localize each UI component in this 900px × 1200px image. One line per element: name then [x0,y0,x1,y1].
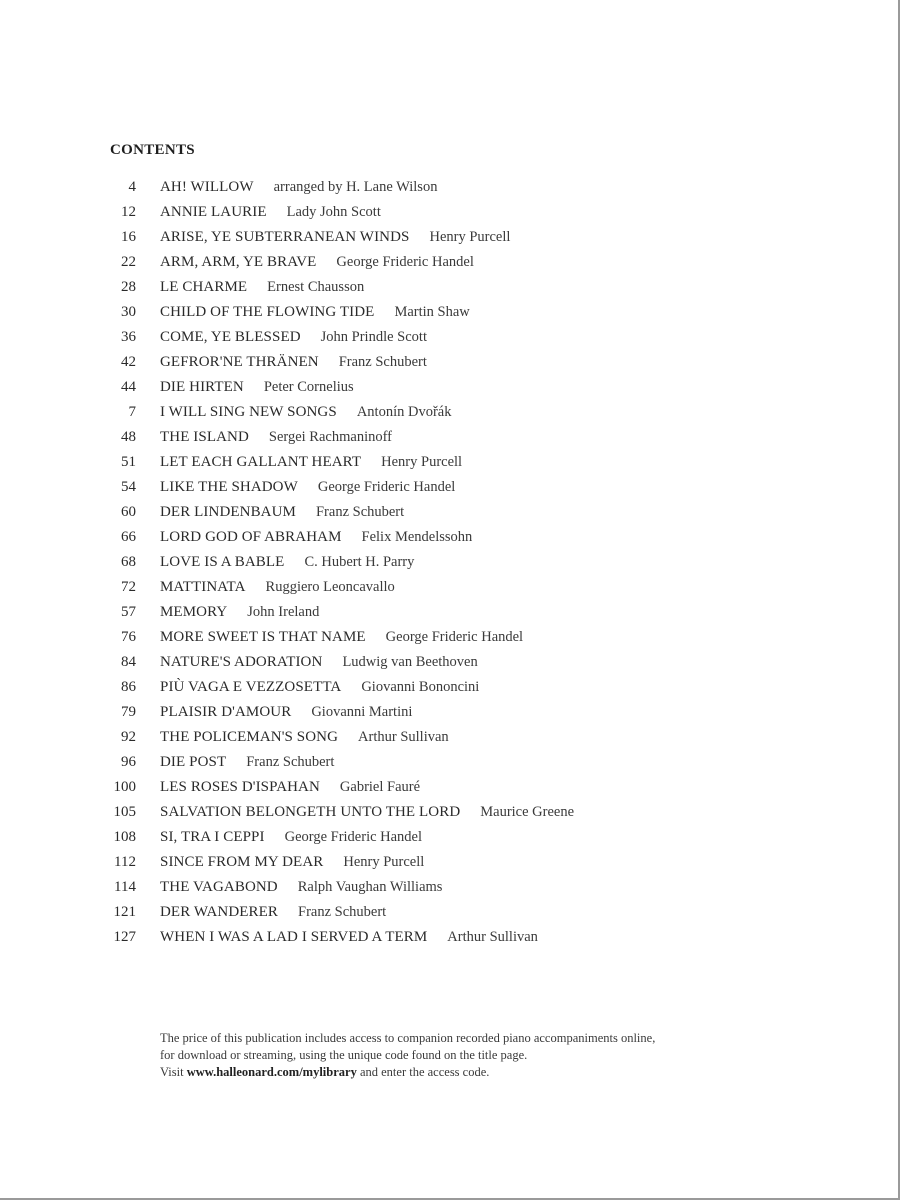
entry-composer: Ruggiero Leoncavallo [265,579,395,595]
contents-entry [100,650,800,675]
entry-composer: Maurice Greene [480,804,575,820]
contents-entry [100,525,800,550]
contents-entry [100,275,800,300]
contents-entry [100,200,800,225]
entry-page-number: 105 [113,804,136,820]
entry-song-title: LORD GOD OF ABRAHAM [160,529,342,545]
entry-song-title: LOVE IS A BABLE [160,554,285,570]
entry-page-number: 16 [121,229,136,245]
entry-composer: Henry Purcell [343,854,425,870]
contents-entry [100,400,800,425]
entry-composer: Peter Cornelius [263,379,354,395]
entry-composer: Franz Schubert [298,904,387,920]
entry-page-number: 76 [121,629,136,645]
entry-composer: Lady John Scott [286,204,381,220]
entry-composer: Sergei Rachmaninoff [268,429,392,445]
entry-song-title: DER LINDENBAUM [160,504,296,520]
footer-line-1: The price of this publication includes access to companion recorded piano accompaniments online, [160,1031,656,1045]
entry-composer: Felix Mendelssohn [361,529,473,545]
entry-composer: John Ireland [247,604,320,620]
entry-page-number: 12 [121,204,136,220]
entry-song-title: THE VAGABOND [160,879,278,895]
entry-page-number: 48 [121,429,136,445]
entry-song-title: ARM, ARM, YE BRAVE [160,254,317,270]
entry-page-number: 100 [113,779,136,795]
contents-entry [100,225,800,250]
entry-page-number: 72 [121,579,136,595]
entry-page-number: 96 [121,754,136,770]
contents-entry [100,575,800,600]
footer-line-3 [160,1064,800,1081]
contents-entry [100,900,800,925]
entry-page-number: 28 [121,279,136,295]
entry-song-title: I WILL SING NEW SONGS [160,404,337,420]
contents-entry [100,475,800,500]
footer-line-2: for download or streaming, using the unique code found on the title page. [160,1048,528,1062]
entry-page-number: 108 [113,829,136,845]
entry-composer: Franz Schubert [246,754,335,770]
entry-song-title: SALVATION BELONGETH UNTO THE LORD [160,804,461,820]
contents-entry [100,925,800,950]
contents-entry [100,675,800,700]
entry-song-title: CHILD OF THE FLOWING TIDE [160,304,375,320]
contents-list [100,175,800,950]
entry-song-title: ANNIE LAURIE [160,204,267,220]
entry-page-number: 86 [121,679,136,695]
contents-entry [100,750,800,775]
entry-song-title: LIKE THE SHADOW [160,479,298,495]
entry-page-number: 127 [113,929,136,945]
entry-song-title: SI, TRA I CEPPI [160,829,265,845]
entry-composer: Franz Schubert [338,354,427,370]
footer-access-text: and enter the access code. [359,1065,490,1079]
entry-page-number: 66 [121,529,136,545]
contents-entry [100,775,800,800]
entry-composer: Giovanni Bononcini [361,679,480,695]
entry-page-number: 84 [121,654,136,670]
entry-composer: Giovanni Martini [311,704,413,720]
contents-entry [100,700,800,725]
entry-page-number: 42 [121,354,136,370]
entry-composer: Gabriel Fauré [339,779,421,795]
entry-composer: Ralph Vaughan Williams [297,879,443,895]
entry-composer: Antonín Dvořák [356,404,452,420]
entry-page-number: 79 [121,704,136,720]
entry-composer: Ludwig van Beethoven [342,654,478,670]
entry-page-number: 60 [121,504,136,520]
entry-composer: John Prindle Scott [320,329,427,345]
entry-song-title: THE ISLAND [160,429,249,445]
entry-song-title: LET EACH GALLANT HEART [160,454,362,470]
entry-page-number: 68 [121,554,136,570]
contents-entry [100,625,800,650]
contents-entry [100,300,800,325]
contents-entry [100,450,800,475]
entry-song-title: MATTINATA [160,579,246,595]
contents-entry [100,725,800,750]
contents-entry [100,825,800,850]
entry-page-number: 22 [121,254,136,270]
entry-song-title: PIÙ VAGA E VEZZOSETTA [160,679,342,695]
entry-composer: George Frideric Handel [385,629,524,645]
contents-entry [100,350,800,375]
entry-composer: George Frideric Handel [317,479,456,495]
entry-composer: George Frideric Handel [336,254,474,270]
contents-entry [100,850,800,875]
entry-composer: Henry Purcell [381,454,463,470]
contents-entry [100,250,800,275]
entry-composer: C. Hubert H. Parry [304,554,415,570]
entry-composer: Ernest Chausson [267,279,365,295]
footer-visit-text: Visit [160,1065,184,1079]
entry-page-number: 30 [121,304,136,320]
entry-page-number: 112 [114,854,136,870]
contents-entry [100,800,800,825]
entry-page-number: 92 [121,729,136,745]
entry-composer: Martin Shaw [394,304,470,320]
entry-song-title: GEFROR'NE THRÄNEN [160,354,319,370]
entry-song-title: NATURE'S ADORATION [160,654,323,670]
entry-page-number: 121 [113,904,136,920]
entry-page-number: 51 [121,454,136,470]
entry-song-title: LES ROSES D'ISPAHAN [160,779,320,795]
contents-entry [100,175,800,200]
contents-entry [100,375,800,400]
entry-page-number: 36 [121,329,136,345]
contents-entry [100,600,800,625]
entry-composer: Arthur Sullivan [447,929,538,945]
entry-song-title: COME, YE BLESSED [160,329,301,345]
entry-song-title: PLAISIR D'AMOUR [160,704,292,720]
contents-entry [100,425,800,450]
entry-page-number: 114 [114,879,136,895]
footer-note [160,1030,800,1081]
entry-page-number: 4 [128,179,136,195]
entry-song-title: MORE SWEET IS THAT NAME [160,629,366,645]
entry-song-title: ARISE, YE SUBTERRANEAN WINDS [160,229,410,245]
entry-composer: George Frideric Handel [284,829,423,845]
entry-song-title: AH! WILLOW [160,179,254,195]
entry-composer: Arthur Sullivan [358,729,449,745]
contents-entry [100,500,800,525]
entry-song-title: WHEN I WAS A LAD I SERVED A TERM [160,929,428,945]
contents-entry [100,875,800,900]
entry-song-title: SINCE FROM MY DEAR [160,854,324,870]
entry-song-title: DER WANDERER [160,904,279,920]
entry-song-title: LE CHARME [160,279,248,295]
entry-page-number: 44 [121,379,136,395]
entry-song-title: DIE POST [160,754,227,770]
entry-page-number: 57 [121,604,136,620]
entry-composer: arranged by H. Lane Wilson [273,179,438,195]
entry-page-number: 54 [121,479,136,495]
entry-song-title: THE POLICEMAN'S SONG [160,729,339,745]
entry-page-number: 7 [128,404,136,420]
contents-entry [100,550,800,575]
library-link[interactable]: www.halleonard.com/mylibrary [186,1065,357,1079]
contents-heading: CONTENTS [110,142,195,158]
entry-song-title: DIE HIRTEN [160,379,244,395]
contents-entry [100,325,800,350]
entry-composer: Henry Purcell [429,229,511,245]
entry-song-title: MEMORY [160,604,228,620]
entry-composer: Franz Schubert [315,504,405,520]
